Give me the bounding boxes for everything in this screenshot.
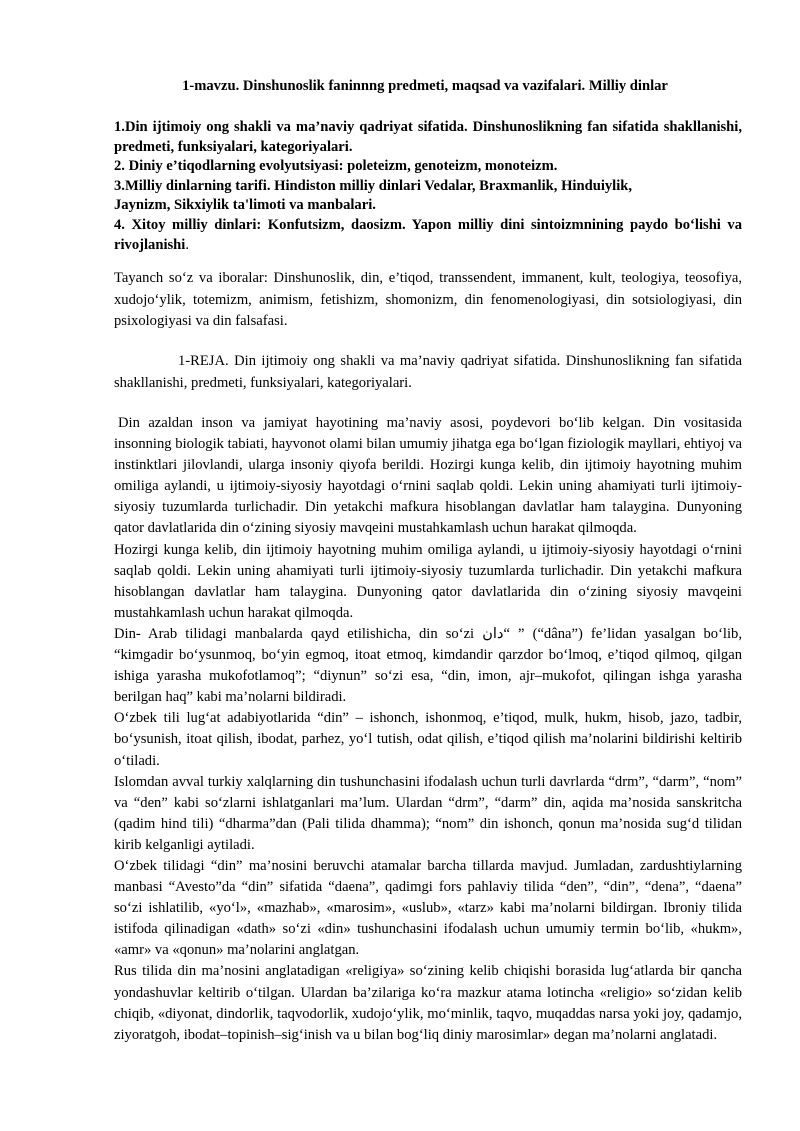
plan-item-text: 1.Din ijtimoiy ong shakli va ma’naviy qadriyat sifatida. Dinshunoslikning fan sifatida shakllanishi, predmeti, funksiyalari, kategoriyalari. bbox=[114, 119, 742, 155]
body-text bbox=[114, 413, 742, 1046]
topic-plan-list bbox=[114, 118, 742, 255]
document-title: 1-mavzu. Dinshunoslik faninnng predmeti, maqsad va vazifalari. Milliy dinlar bbox=[182, 78, 668, 94]
body-paragraph: Din azaldan inson va jamiyat hayotining ma’naviy asosi, poydevori bo‘lib kelgan. Din vositasida insonning biologik tabiati, hayvonot olami bilan umumiy jihatga ega bo‘lgan fiziologik mayllari, ehtiyoj va instinktlari jilovlandi, ularga insoniy qiyofa berildi. Hozirgi kunga kelib, din ijtimoiy hayotning muhim omiliga aylandi, u ijtimoiy-siyosiy hayotdagi o‘rnini saqlab qoldi. Lekin uning ahamiyati turli ijtimoiy-siyosiy tuzumlarda turlichadir. Din yetakchi mafkura hisoblangan davlatlar ham talaygina. Dunyoning qator davlatlarida din o‘zining siyosiy mavqeini mustahkamlash uchun harakat qilmoqda. bbox=[114, 415, 742, 537]
body-paragraph: Hozirgi kunga kelib, din ijtimoiy hayotning muhim omiliga aylandi, u ijtimoiy-siyosiy hayotdagi o‘rnini saqlab qoldi. Lekin uning ahamiyati turli ijtimoiy-siyosiy tuzumlarda turlichadir. Din yetakchi mafkura hisoblangan davlatlar ham talaygina. Dunyoning qator davlatlarida din o‘zining siyosiy mavqeini mustahkamlash uchun harakat qilmoqda. bbox=[114, 541, 742, 621]
body-paragraph: O‘zbek tili lug‘at adabiyotlarida “din” – ishonch, ishonmoq, e’tiqod, mulk, hukm, hisob, jazo, tadbir, bo‘ysunish, itoat qilish, ibodat, parhez, yo‘l tutish, odat qilish, e’tiqod qilish ma’nolarini bildirishi keltirib o‘tiladi. bbox=[114, 710, 742, 769]
body-paragraph: Din- Arab tilidagi manbalarda qayd etilishicha, din so‘zi دان“ ” (“dâna”) fe’lidan yasalgan bo‘lib, “kimgadir bo‘ysunmoq, bo‘yin egmoq, itoat etmoq, kimdandir qarzdor bo‘lmoq, e’tiqod qilmoq, qilgan ishiga yarasha mukofotlamoq”; “diynun” so‘zi esa, “din, imon, ajr–mukofot, qilingan ishga yarasha berilgan haq” kabi ma’nolarni bildiradi. bbox=[114, 625, 742, 706]
keywords-paragraph: Tayanch so‘z va iboralar: Dinshunoslik, din, e’tiqod, transsendent, immanent, kult, teologiya, teosofiya, xudojo‘ylik, totemizm, animism, fetishizm, shomonizm, din fenomenologiyasi, din sotsiologiyasi, din psixologiyasi va din falsafasi. bbox=[114, 270, 742, 329]
plan-item bbox=[114, 118, 742, 157]
plan-item bbox=[114, 177, 742, 197]
plan-item bbox=[114, 196, 742, 216]
body-paragraph: O‘zbek tilidagi “din” ma’nosini beruvchi atamalar barcha tillarda mavjud. Jumladan, zardushtiylarning manbasi “Avesto”da “din” sifatida “daena”, qadimgi fors pahlaviy tilida “den”, “din”, “dena”, “daena” so‘zi ishlatilib, «yo‘l», «mazhab», «marosim», «uslub», «tarz» kabi ma’nolarni bildirgan. Ibroniy tilida istifoda qilinadigan «dath» so‘zi «din» tushunchasini ifodalash uchun umumiy termin bo‘lib, «hukm», «amr» va «qonun» ma’nolarini anglatgan. bbox=[114, 857, 742, 959]
plan-item bbox=[114, 216, 742, 255]
plan-item-text: 4. Xitoy milliy dinlari: Konfutsizm, daosizm. Yapon milliy dini sintoizmnining paydo bo‘lishi va rivojlanishi bbox=[114, 216, 742, 253]
body-paragraph: Islomdan avval turkiy xalqlarning din tushunchasini ifodalash uchun turli davrlarda “drm”, “darm”, “nom” va “den” kabi so‘zlarni ishlatganlari ma’lum. Ulardan “drm”, “darm” din, aqida ma’nosida sanskritcha (qadim hind tili) “dharma”dan (Pali tilida dhamma); “nom” din ishonch, qonun ma’nosida sug‘d tilidan kirib kelganligi aytiladi. bbox=[114, 773, 742, 853]
plan-section-heading: 1-REJA. Din ijtimoiy ong shakli va ma’naviy qadriyat sifatida. Dinshunoslikning fan sifatida shakllanishi, predmeti, funksiyalari, kategoriyalari. bbox=[114, 353, 742, 391]
plan-item bbox=[114, 157, 742, 177]
plan-item-text: 2. Diniy e’tiqodlarning evolyutsiyasi: poleteizm, genoteizm, monoteizm. bbox=[114, 158, 558, 175]
body-paragraph: Rus tilida din ma’nosini anglatadigan «religiya» so‘zining kelib chiqishi borasida lug‘atlarda bir qancha yondashuvlar keltirib o‘tilgan. Ulardan ba’zilariga ko‘ra mazkur atama lotincha «religio» so‘zidan kelib chiqib, «diyonat, dindorlik, taqvodorlik, xudojo‘ylik, mo‘minlik, taqvo, muqaddas narsa yoki joy, qadamjo, ziyoratgoh, ibodat–topinish–sig‘inish va u bilan bog‘liq diniy marosimlar» degan ma’nolarni anglatadi. bbox=[114, 963, 742, 1043]
plan-item-tail: . bbox=[185, 236, 190, 253]
plan-item-text: 3.Milliy dinlarning tarifi. Hindiston milliy dinlari Vedalar, Braxmanlik, Hinduiylik, bbox=[114, 177, 633, 194]
plan-item-text: Jaynizm, Sikxiylik ta'limoti va manbalari. bbox=[114, 197, 376, 214]
